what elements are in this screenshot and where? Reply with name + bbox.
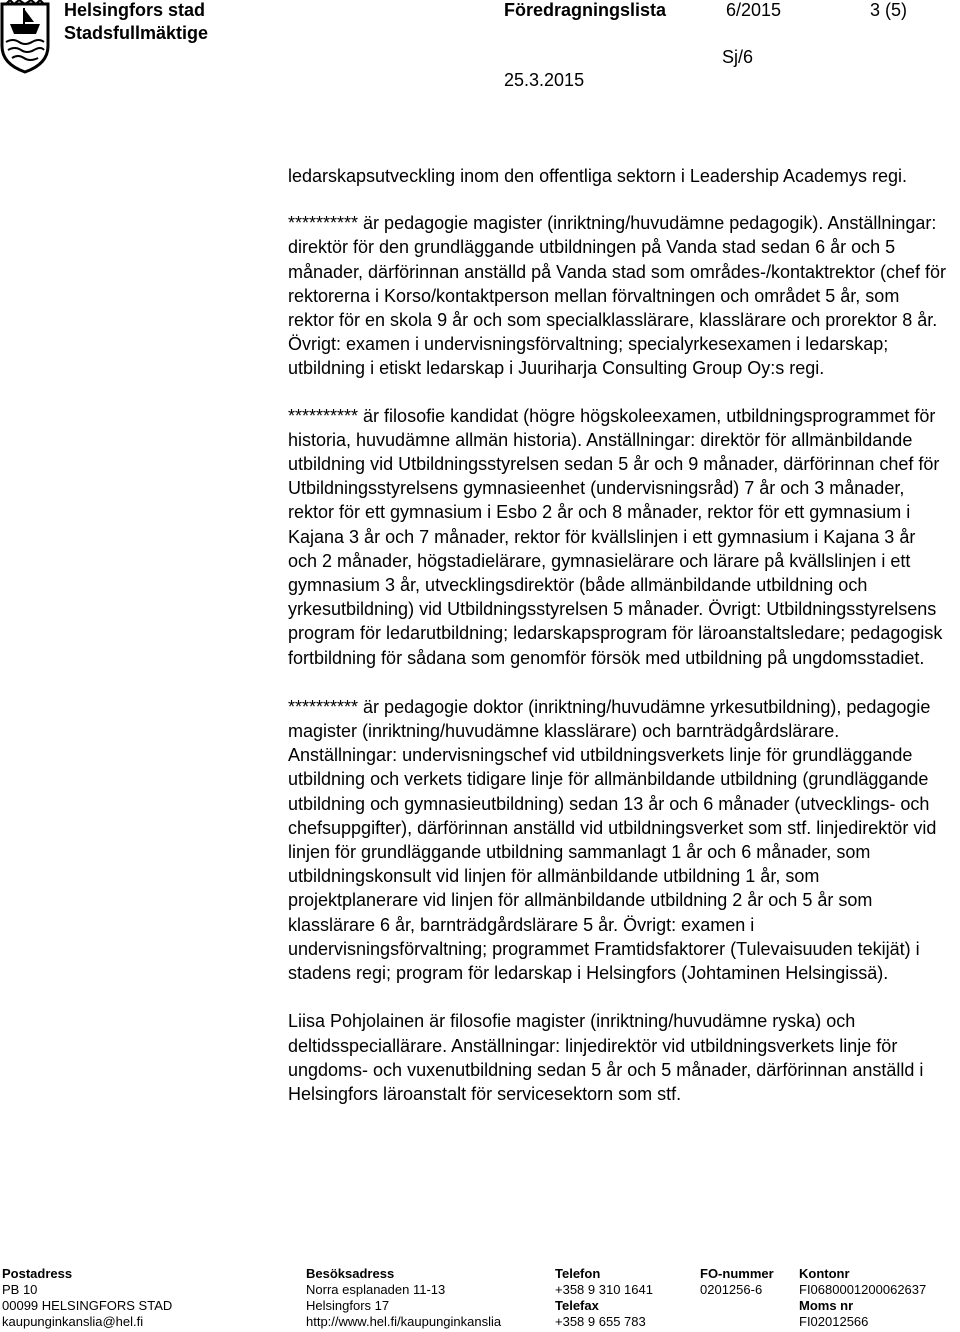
footer-heading: Telefax bbox=[555, 1298, 599, 1313]
header-section: Sj/6 bbox=[722, 47, 754, 67]
paragraph: ********** är pedagogie doktor (inriktning/huvudämne yrkesutbildning), pedagogie magister (inriktning/huvudämne klasslärare) och barnträdgårdslärare. Anställningar: undervisningschef vid utbildningsverkets linje för grundläggande utbildning och verkets tidigare linje för allmänbildande utbildning (grundläggande utbildning och gymnasieutbildning) sedan 13 år och 6 månader (utvecklings- och chefsuppgifter), därförinnan anställd vid utbildningsverket som stf. linjedirektör vid linjen för grundläggande utbildning sammanlagt 1 år och 6 månader, som utbildningskonsult vid linjen för allmänbildande utbildning 1 år, som projektplanerare vid linjen för allmänbildande utbildning 2 år och 5 år som klasslärare 6 år, barnträdgårdslärare 5 år. Övrigt: examen i undervisningsförvaltning; programmet Framtidsfaktorer (Tulevaisuuden tekijät) i stadens regi; program för ledarskap i Helsingfors (Johtaminen Helsingissä). bbox=[288, 696, 937, 984]
helsinki-crest-logo bbox=[0, 0, 50, 74]
footer-phone bbox=[555, 1266, 653, 1330]
header-document-number: 6/2015 bbox=[726, 0, 782, 20]
header-organization: Helsingfors stad bbox=[64, 0, 206, 20]
footer-heading: Besöksadress bbox=[306, 1266, 395, 1281]
footer-text: +358 9 310 1641 bbox=[555, 1282, 653, 1297]
footer-heading: Telefon bbox=[555, 1266, 601, 1281]
footer-text: 0201256-6 bbox=[700, 1282, 763, 1297]
document-body bbox=[288, 164, 948, 1106]
footer-account bbox=[799, 1266, 926, 1330]
footer-text: Helsingfors 17 bbox=[306, 1298, 390, 1313]
footer-text: Norra esplanaden 11-13 bbox=[306, 1282, 446, 1297]
footer-text: 00099 HELSINGFORS STAD bbox=[2, 1298, 173, 1313]
footer-heading: Moms nr bbox=[799, 1298, 854, 1313]
footer-heading: Kontonr bbox=[799, 1266, 850, 1281]
footer-heading: Postadress bbox=[2, 1266, 73, 1281]
paragraph: ********** är pedagogie magister (inriktning/huvudämne pedagogik). Anställningar: direktör för den grundläggande utbildningen på Vanda stad sedan 6 år och 5 månader, därförinnan anställd på Vanda stad som områdes-/kontaktrektor (chef för rektorerna i Korso/kontaktperson mellan förvaltningen och området 5 år, som rektor för en skola 9 år och som specialklasslärare, klasslärare och prorektor 8 år. Övrigt: examen i undervisningsförvaltning; specialyrkesexamen i ledarskap; utbildning i etiskt ledarskap i Juuriharja Consulting Group Oy:s regi. bbox=[288, 213, 947, 379]
footer-heading: FO-nummer bbox=[700, 1266, 774, 1281]
header-date: 25.3.2015 bbox=[504, 70, 585, 90]
paragraph: ********** är filosofie kandidat (högre högskoleexamen, utbildningsprogrammet för historia, huvudämne allmän historia). Anställningar: direktör för allmänbildande utbildning vid Utbildningsstyrelsen sedan 5 år och 9 månader, därförinnan chef för Utbildningsstyrelsens gymnasieenhet (undervisningsråd) 7 år och 3 månader, rektor för ett gymnasium i Esbo 2 år och 8 månader, rektor för ett gymnasium i Kajana 3 år och 7 månader, rektor för kvällslinjen i ett gymnasium i Kajana 3 år och 2 månader, högstadielärare, gymnasielärare och lärare på kvällslinjen i ett gymnasium 3 år, utvecklingsdirektör (både allmänbildande utbildning och yrkesutbildning) vid Utbildningsstyrelsen 5 månader. Övrigt: Utbildningsstyrelsens program för ledarutbildning; ledarskapsprogram för läroanstaltsledare; pedagogisk fortbildning för sådana som genomför försök med utbildning på ungdomsstadiet. bbox=[288, 405, 943, 668]
paragraph: Liisa Pohjolainen är filosofie magister (inriktning/huvudämne ryska) och deltidsspeciallärare. Anställningar: linjedirektör vid utbildningsverkets linje för ungdoms- och vuxenutbildning sedan 5 år och 5 månader, därförinnan anställd i Helsingfors läroanstalt för servicesektorn som stf. bbox=[288, 1011, 924, 1104]
header-page-number: 3 (5) bbox=[870, 0, 908, 20]
footer-text: FI02012566 bbox=[799, 1314, 869, 1329]
footer-text: +358 9 655 783 bbox=[555, 1314, 646, 1329]
footer-postal-address bbox=[2, 1266, 172, 1330]
footer-email-link[interactable]: kaupunginkanslia@hel.fi bbox=[2, 1314, 144, 1329]
header-body: Stadsfullmäktige bbox=[64, 23, 209, 43]
footer-website-link[interactable]: http://www.hel.fi/kaupunginkanslia bbox=[306, 1314, 502, 1329]
footer-business-id bbox=[700, 1266, 774, 1298]
paragraph: ledarskapsutveckling inom den offentliga sektorn i Leadership Academys regi. bbox=[288, 166, 908, 186]
footer-visit-address bbox=[306, 1266, 501, 1330]
header-document-type: Föredragningslista bbox=[504, 0, 667, 20]
footer-text: PB 10 bbox=[2, 1282, 38, 1297]
footer-text: FI0680001200062637 bbox=[799, 1282, 927, 1297]
